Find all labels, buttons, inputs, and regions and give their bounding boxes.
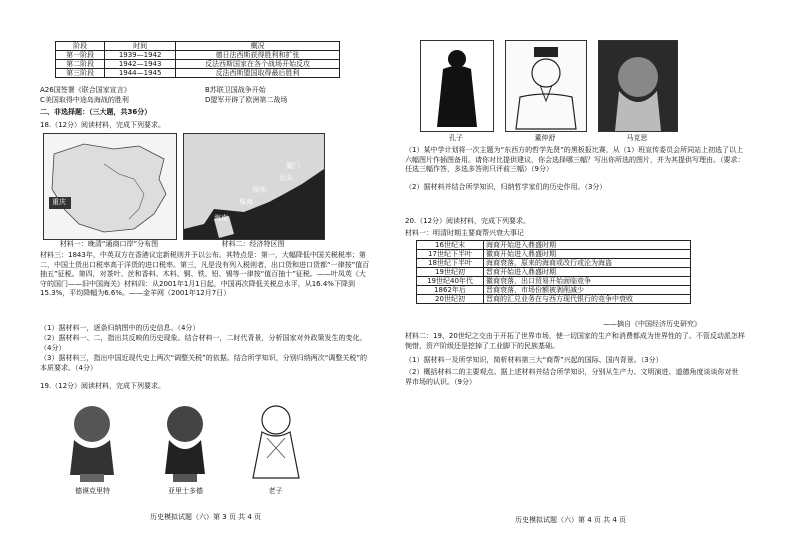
portrait-marx — [598, 40, 678, 132]
footer-right: 历史模拟试题（六）第 4 页 共 4 页 — [515, 516, 627, 524]
portrait-laozi — [245, 398, 307, 482]
q20-requirement-2: （2）概括材料二的主要观点。据上述材料并结合所学知识，分别从生产力、文明演进、道德角度谈谈你对世界市场的认识。（9分） — [405, 368, 739, 386]
map-label: 汕头 — [279, 174, 293, 182]
q18-title: 18.（12分）阅读材料，完成下列要求。 — [40, 121, 166, 129]
table-row — [417, 259, 691, 268]
portrait-caption: 德谟克里特 — [75, 487, 110, 495]
portrait-confucius — [420, 40, 494, 132]
option-b: B苏联卫国战争开始 — [205, 86, 266, 94]
cell: 晋商衰落，市场份额被剥削减少 — [484, 286, 691, 295]
cell: 1942—1943 — [105, 60, 176, 69]
portrait-caption: 亚里士多德 — [168, 487, 203, 495]
cell: 第三阶段 — [56, 69, 105, 78]
q19-requirement-2: （2）据材料并结合所学知识，归纳哲学家们的历史作用。（3分） — [405, 183, 607, 191]
footer-left: 历史模拟试题（六）第 3 页 共 4 页 — [150, 513, 262, 521]
portrait-caption: 董仲舒 — [534, 134, 556, 142]
q18-requirement-1: （1）据材料一，逐条归纳图中的历史信息。（4分） — [40, 324, 200, 332]
cell: 19世纪40年代 — [417, 277, 484, 286]
merchant-table — [416, 240, 691, 304]
bust-image — [155, 400, 215, 482]
cell: 反法西斯国家在各个战场开始反攻 — [176, 60, 340, 69]
cell: 海商衰落，原来的海商或改行或沦为海盗 — [484, 259, 691, 268]
portrait-democritus — [62, 400, 122, 482]
map-label: 珠海 — [239, 198, 253, 206]
option-d: D盟军开辟了欧洲第二战场 — [205, 96, 288, 104]
cell: 徽商开始进入鼎盛时期 — [484, 250, 691, 259]
figure-image — [506, 41, 586, 131]
q20-material-1: 材料一：明清时期主要商帮兴衰大事记 — [405, 229, 524, 237]
cell: 反法西斯盟国取得最后胜利 — [176, 69, 340, 78]
economic-zone-map — [183, 133, 325, 240]
portrait-dong-zhongshu — [505, 40, 587, 132]
q20-title: 20.（12分）阅读材料，完成下列要求。 — [405, 217, 531, 225]
q20-requirement-1: （1）据材料一及所学知识，简析材料第三大“商帮”兴起的国际、国内背景。（3分） — [405, 356, 663, 364]
cell: 海商开始进入鼎盛时期 — [484, 241, 691, 250]
option-a: A26国签署《联合国家宣言》 — [40, 86, 131, 94]
portrait-aristotle — [155, 400, 215, 482]
photo-image — [599, 41, 677, 131]
cell: 第二阶段 — [56, 60, 105, 69]
portrait-caption: 马克思 — [626, 134, 648, 142]
table-row — [417, 295, 691, 304]
map2-caption: 材料二：经济特区图 — [221, 240, 285, 248]
table-row — [417, 277, 691, 286]
q18-material-text: 材料三：1843年，中英双方在香港议定新税则并予以公布。其特点是：第一，大幅降低中国关税税率；第二，中国土货出口税率高于洋货的进口税率。第三，凡是没有列入税则者，出口货和进口货都“一律按”值百抽五”征税。第四，对茶叶、丝和香料、木料、铜、铁、铅、锡等一律按“值百抽十”征税。——叶凤英《大守的国门——旧中国海关》材料四：从2001年1月1日起，中国再次降低关税总水平，从16.4%下降到15.3%，平均降幅为6.6%。——金羊网（2001年12月7日） — [40, 251, 370, 297]
table-header: 阶段 — [56, 42, 105, 51]
sketch-image — [245, 398, 307, 482]
cell: 德日法西斯获得胜利和扩张 — [176, 51, 340, 60]
figure-image — [421, 41, 493, 131]
table-header: 概况 — [176, 42, 340, 51]
cell: 晋商开始进入鼎盛时期 — [484, 268, 691, 277]
cell: 徽商衰落，出口贸易开始面临竞争 — [484, 277, 691, 286]
cell: 1862年后 — [417, 286, 484, 295]
table-row — [56, 60, 340, 69]
cell: 1939—1942 — [105, 51, 176, 60]
table-row — [417, 250, 691, 259]
q20-material-2: 材料二：19、20世纪之交由于开拓了世界市场，使一切国家的生产和消费都成为世界性的了。不管反动派怎样惋惜，资产阶级还是挖掉了工业脚下的民族基础。 — [405, 332, 745, 350]
portrait-caption: 孔子 — [449, 134, 463, 142]
q19-title: 19.（12分）阅读材料，完成下列要求。 — [40, 382, 166, 390]
table-row — [56, 51, 340, 60]
q20-source: ——摘自《中国经济历史研究》 — [603, 320, 701, 328]
q19-requirement-1: （1）某中学计划将一次主题为“东西方的哲学先贤”的黑板报比赛，从（1）班宣传委员会所同站上初选了以上六幅图片作插图备用。请你对比提供建议，你会选择哪三幅？写出你所选的图片，并为其提供写理由。（要求：任选三幅作答，多选多答则只评前三幅）（9分） — [405, 146, 745, 173]
cell: 17世纪下半叶 — [417, 250, 484, 259]
cell: 18世纪下半叶 — [417, 259, 484, 268]
cell: 第一阶段 — [56, 51, 105, 60]
section-heading: 二、非选择题：（三大题，共36分） — [40, 108, 152, 116]
treaty-port-map — [43, 133, 177, 240]
map-label: 重庆 — [52, 198, 66, 206]
q18-requirement-3: （3）据材料三，指出中国近现代史上两次“调整关税”的依据。结合所学知识，分别归纳两次“调整关税”的本质要求。（4分） — [40, 354, 367, 372]
table-header: 时间 — [105, 42, 176, 51]
table-row — [417, 241, 691, 250]
q18-requirement-2: （2）据材料一、二，指出共反映的历史现象。结合材料一，二时代背景，分析国家对外政策发生的变化。（4分） — [40, 334, 367, 352]
table-row — [417, 268, 691, 277]
cell: 16世纪末 — [417, 241, 484, 250]
table-row — [56, 69, 340, 78]
stage-table — [55, 41, 340, 78]
map1-caption: 材料一：晚清“通商口岸”分布图 — [59, 240, 159, 248]
cell: 19世纪初 — [417, 268, 484, 277]
map-label: 海南 — [214, 214, 228, 222]
cell: 20世纪初 — [417, 295, 484, 304]
china-map-image — [44, 134, 176, 239]
bust-image — [62, 400, 122, 482]
cell: 晋商的汇兑业务在与西方现代银行的竞争中衰败 — [484, 295, 691, 304]
table-row — [417, 286, 691, 295]
map-label: 深圳 — [252, 186, 266, 194]
portrait-caption: 老子 — [268, 487, 283, 495]
map-label: 厦门 — [286, 162, 300, 170]
cell: 1944—1945 — [105, 69, 176, 78]
option-c: C美国取得中途岛海战的胜利 — [40, 96, 129, 104]
